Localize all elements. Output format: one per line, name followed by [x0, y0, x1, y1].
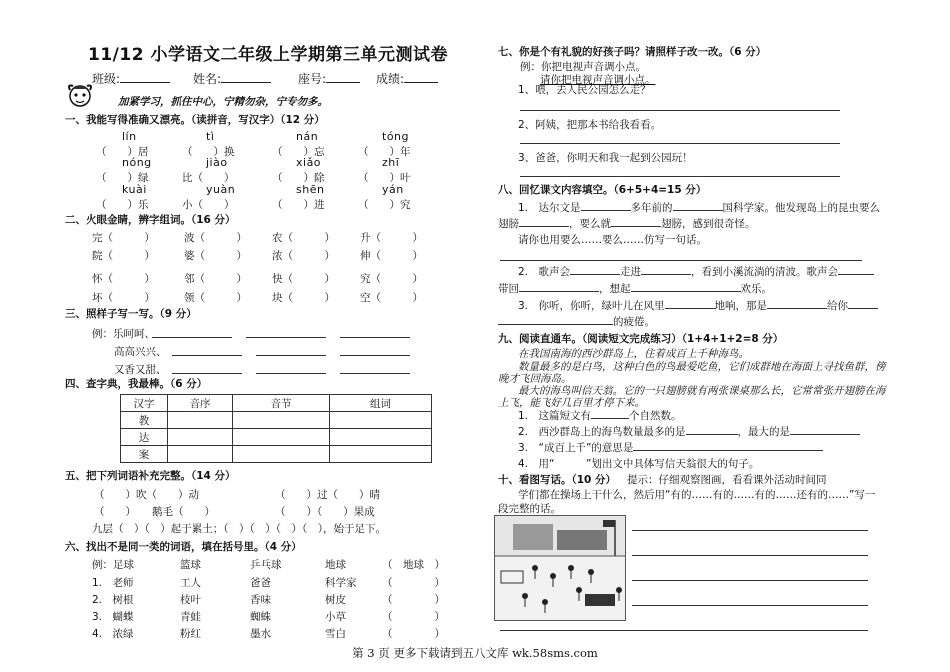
answer-blank: （ 地球 ）	[382, 559, 445, 571]
word-blank[interactable]: 婆（ ）	[184, 250, 247, 262]
pinyin-label: lín	[122, 130, 137, 143]
s5-row2-b: 鹅毛（ ）	[152, 506, 215, 518]
s8-line-5	[498, 281, 772, 296]
answer-blank[interactable]: （ ）	[382, 594, 445, 606]
word-blank[interactable]: 快（ ）	[272, 273, 335, 285]
s7-item-3: 3、爸爸，你明天和我一起到公园玩！	[518, 152, 693, 164]
s7-answer-line-3[interactable]	[520, 176, 840, 177]
pinyin-label: xiǎo	[296, 156, 322, 169]
word-blank[interactable]: 块（ ）	[272, 292, 335, 304]
pinyin-label: nóng	[122, 156, 152, 169]
char-blank[interactable]: 比（ ）	[182, 172, 235, 184]
word-cell: 雪白	[325, 628, 346, 640]
s10-hint: 提示：仔细观察图画，看看课外活动时间同	[627, 474, 827, 486]
flag-icon	[603, 520, 615, 527]
s10-answer-line[interactable]	[632, 580, 868, 581]
word-cell: 科学家	[325, 577, 357, 589]
table-char: 达	[121, 429, 168, 446]
s9-q3	[518, 440, 823, 455]
s9-q4: 4. 用“ ”划出文中具体写信天翁很大的句子。	[518, 458, 760, 470]
table-cell[interactable]	[330, 429, 432, 446]
word-cell: 枝叶	[180, 594, 201, 606]
word-cell: 香味	[250, 594, 271, 606]
char-blank[interactable]: （ ）换	[182, 146, 235, 158]
table-cell[interactable]	[168, 412, 233, 429]
table-header-row	[121, 395, 432, 412]
dictionary-table	[120, 394, 432, 463]
s9-text: ，最大的是	[737, 426, 791, 438]
s9-text: 个自然数。	[629, 410, 682, 422]
s10-answer-line[interactable]	[632, 605, 868, 606]
s8-text: 1. 达尔文是	[518, 202, 581, 214]
word-cell: 篮球	[180, 559, 201, 571]
col-header: 音节	[233, 395, 330, 412]
word-blank[interactable]: 伸（ ）	[360, 250, 423, 262]
s8-text: ，想起	[599, 283, 631, 295]
s10-answer-line[interactable]	[632, 555, 868, 556]
char-blank[interactable]: （ ）乐	[96, 199, 149, 211]
table-shape	[501, 571, 523, 583]
s10-answer-line[interactable]	[500, 630, 868, 631]
table-cell[interactable]	[168, 446, 233, 463]
s5-row1-a: （ ）吹（ ）动	[94, 489, 199, 501]
s5-heading: 五、把下列词语补充完整。（14 分）	[65, 470, 236, 482]
char-blank[interactable]: （ ）忘	[272, 146, 325, 158]
char-blank[interactable]: （ ）除	[272, 172, 325, 184]
word-cell: 1. 老师	[92, 577, 134, 589]
s9-blank[interactable]	[790, 424, 860, 435]
table-cell[interactable]	[330, 412, 432, 429]
s8-line-7	[498, 314, 655, 329]
playground-picture	[494, 515, 626, 621]
word-blank[interactable]: 完（ ）	[92, 232, 155, 244]
s3-item-2: 又香又甜、	[114, 364, 167, 376]
s8-text: 走进	[620, 266, 642, 278]
word-cell: 工人	[180, 577, 201, 589]
word-blank[interactable]: 波（ ）	[184, 232, 247, 244]
s4-heading: 四、查字典，我最棒。（6 分）	[65, 378, 208, 390]
pinyin-label: tóng	[382, 130, 409, 143]
s3-example-label: 例：乐呵呵、	[92, 328, 155, 340]
char-blank[interactable]: （ ）究	[358, 199, 411, 211]
s6-heading: 六、找出不是同一类的词语，填在括号里。（4 分）	[65, 541, 302, 553]
cartoon-goat-icon	[65, 80, 95, 110]
s9-q2	[518, 424, 860, 439]
s8-text: 多年前的	[630, 202, 673, 214]
s8-text: 翅膀，感到很奇怪。	[661, 218, 756, 230]
s9-text: 3. “成百上千”的意思是	[518, 442, 634, 454]
s8-line-4	[518, 264, 874, 279]
s9-blank[interactable]	[591, 408, 629, 419]
s8-line-3: 请你也用要么……要么……仿写一句话。	[518, 234, 707, 246]
word-cell: 乒乓球	[250, 559, 282, 571]
pinyin-label: zhī	[382, 156, 400, 169]
s9-passage-line: 在我国南海的西沙群岛上，住着成百上千种海鸟。	[518, 348, 749, 360]
pinyin-label: kuài	[122, 183, 147, 196]
word-blank[interactable]: 邻（ ）	[184, 273, 247, 285]
s8-text: 翅膀	[498, 218, 519, 230]
s8-text: 带回	[498, 283, 519, 295]
page-footer: 第 3 页 更多下载请到五八文库 wk.58sms.com	[352, 646, 598, 660]
score-blank[interactable]	[404, 71, 438, 83]
s8-text: 3. 你听，你听，绿叶儿在风里	[518, 300, 665, 312]
s9-passage-line: 最大的海鸟叫信天翁。它的一只翅膀就有两张课桌那么长，它常常张开翅膀在海	[518, 385, 886, 397]
answer-blank[interactable]: （ ）	[382, 628, 445, 640]
s8-blank[interactable]	[581, 200, 631, 211]
word-cell: 蜘蛛	[250, 611, 271, 623]
s8-text: 2. 歌声会	[518, 266, 571, 278]
s5-row1-b: （ ）过（ ）晴	[275, 489, 380, 501]
table-cell[interactable]	[330, 446, 432, 463]
building-shape	[557, 530, 607, 550]
s9-text: 1. 这篇短文有	[518, 410, 592, 422]
name-label: 姓名:	[193, 72, 222, 86]
s8-blank[interactable]	[570, 264, 620, 275]
pingpong-table	[585, 594, 615, 606]
table-row	[121, 412, 432, 429]
answer-blank[interactable]: （ ）	[382, 611, 445, 623]
s8-text: 欢乐。	[740, 283, 772, 295]
s1-heading: 一、我能写得准确又漂亮。（读拼音，写汉字）（12 分）	[65, 114, 325, 126]
word-cell: 例：足球	[92, 559, 134, 571]
col-header: 汉字	[121, 395, 168, 412]
s8-blank[interactable]	[838, 264, 874, 275]
s3-heading: 三、照样子写一写。（9 分）	[65, 308, 197, 320]
word-blank[interactable]: 领（ ）	[184, 292, 247, 304]
s8-blank[interactable]	[519, 216, 569, 227]
name-blank[interactable]	[221, 71, 271, 83]
char-blank[interactable]: （ ）绿	[96, 172, 149, 184]
char-blank[interactable]: 小（ ）	[182, 199, 235, 211]
s5-row2-c: （ ）（ ）果成	[275, 506, 375, 518]
s8-text: 的疲倦。	[613, 316, 655, 328]
answer-blank[interactable]: （ ）	[382, 577, 445, 589]
s5-row2-a: （ ）	[94, 506, 136, 518]
s9-passage-line: 数量最多的是白鸟，这种白色的鸟最爱吃鱼，它们成群地在海面上寻找鱼群，傍	[518, 361, 886, 373]
s10-answer-line[interactable]	[632, 530, 868, 531]
class-blank[interactable]	[120, 71, 170, 83]
s7-example-1: 例：你把电视声音调小点。	[520, 61, 646, 73]
pinyin-label: yán	[382, 183, 404, 196]
word-blank[interactable]: 农（ ）	[272, 232, 335, 244]
s9-passage-line: 上飞，能飞好几百里才停下来。	[498, 397, 645, 409]
s5-row3: 九层（ ）（ ）起于累土；（ ）（ ）（ ）（ ），始于足下。	[92, 523, 386, 535]
s8-blank[interactable]	[673, 200, 723, 211]
word-blank[interactable]: 浓（ ）	[272, 250, 335, 262]
word-blank[interactable]: 升（ ）	[360, 232, 423, 244]
building-shape	[513, 524, 553, 550]
pinyin-label: jiào	[206, 156, 228, 169]
s10-line-3: 段完整的话。	[498, 503, 561, 515]
s8-blank[interactable]	[848, 298, 878, 309]
s3-example	[92, 326, 155, 341]
word-cell: 青蛙	[180, 611, 201, 623]
s8-answer-line[interactable]	[500, 260, 862, 261]
s8-blank[interactable]	[631, 281, 741, 292]
s8-text: 国科学家。他发现岛上的昆虫要么	[722, 202, 881, 214]
table-row	[121, 429, 432, 446]
word-cell: 4. 浓绿	[92, 628, 134, 640]
col-header: 组词	[330, 395, 432, 412]
char-blank[interactable]: （ ）年	[358, 146, 411, 158]
pinyin-label: tì	[206, 130, 215, 143]
s8-text: ，看到小溪流淌的清波。歌声会	[691, 266, 839, 278]
word-blank[interactable]: 怀（ ）	[92, 273, 155, 285]
seat-label: 座号:	[298, 72, 327, 86]
score-label: 成绩:	[376, 72, 405, 86]
s8-blank[interactable]	[665, 298, 715, 309]
s8-blank[interactable]	[611, 216, 661, 227]
s8-line-1	[518, 200, 880, 215]
s10-line-2: 学们都在操场上干什么，然后用“有的……有的……有的……还有的……”写一	[518, 489, 876, 501]
s9-heading: 九、阅读直通车。（阅读短文完成练习）（1+4+1+2=8 分）	[498, 333, 784, 345]
name-field	[193, 70, 271, 87]
s8-blank[interactable]	[641, 264, 691, 275]
col-header: 音序	[168, 395, 233, 412]
s7-answer-line-2[interactable]	[520, 143, 840, 144]
s7-heading: 七、你是个有礼貌的好孩子吗？请照样子改一改。（6 分）	[498, 46, 767, 58]
s8-line-6	[518, 298, 878, 313]
word-blank[interactable]: 坏（ ）	[92, 292, 155, 304]
table-char: 教	[121, 412, 168, 429]
s8-blank[interactable]	[498, 314, 613, 325]
s2-heading: 二、火眼金睛，辨字组词。（16 分）	[65, 214, 236, 226]
word-cell: 粉红	[180, 628, 201, 640]
s8-blank[interactable]	[519, 281, 599, 292]
table-char: 案	[121, 446, 168, 463]
seat-field	[298, 70, 360, 87]
page-title: 11/12 小学语文二年级上学期第三单元测试卷	[88, 45, 448, 65]
word-cell: 墨水	[250, 628, 271, 640]
pinyin-label: nán	[296, 130, 319, 143]
class-field	[92, 70, 170, 87]
s7-example-2: 请你把电视声音调小点。	[540, 74, 656, 86]
word-cell: 地球	[325, 559, 346, 571]
s9-blank[interactable]	[686, 424, 738, 435]
motto: 加紧学习，抓住中心，宁精勿杂，宁专勿多。	[118, 96, 328, 108]
s7-answer-line-1[interactable]	[520, 110, 840, 111]
s8-text: 地响，那是	[714, 300, 768, 312]
seat-blank[interactable]	[326, 71, 360, 83]
s3-item-1: 高高兴兴、	[114, 346, 167, 358]
word-cell: 爸爸	[250, 577, 271, 589]
word-cell: 2. 树根	[92, 594, 134, 606]
s8-text: ，要么就	[569, 218, 611, 230]
playground-illustration	[495, 516, 625, 620]
s9-q1	[518, 408, 682, 423]
s9-text: 2. 西沙群岛上的海鸟数量最多的是	[518, 426, 686, 438]
word-blank[interactable]: 院（ ）	[92, 250, 155, 262]
pinyin-label: shēn	[296, 183, 325, 196]
word-cell: 3. 蝴蝶	[92, 611, 134, 623]
s8-text: 给你	[827, 300, 849, 312]
s7-item-2: 2、阿姨，把那本书给我看看。	[518, 119, 662, 131]
table-row	[121, 446, 432, 463]
char-blank[interactable]: （ ）进	[272, 199, 325, 211]
pinyin-label: yuàn	[206, 183, 236, 196]
s9-passage-line: 晚才飞回海岛。	[498, 373, 572, 385]
score-field	[376, 70, 438, 87]
char-blank[interactable]: （ ）居	[96, 146, 149, 158]
s8-blank[interactable]	[767, 298, 827, 309]
class-label: 班级:	[92, 72, 121, 86]
table-cell[interactable]	[233, 429, 330, 446]
word-blank[interactable]: 究（ ）	[360, 273, 423, 285]
word-cell: 小草	[325, 611, 346, 623]
s7-item-1: 1、喂，去人民公园怎么走？	[518, 84, 651, 96]
char-blank[interactable]: （ ）叶	[358, 172, 411, 184]
s9-blank[interactable]	[633, 440, 823, 451]
s8-line-2	[498, 216, 756, 231]
s10-heading: 十、看图写话。（10 分）	[498, 474, 617, 486]
table-cell[interactable]	[233, 412, 330, 429]
table-cell[interactable]	[168, 429, 233, 446]
word-cell: 树皮	[325, 594, 346, 606]
s8-heading: 八、回忆课文内容填空。（6+5+4=15 分）	[498, 184, 707, 196]
table-cell[interactable]	[233, 446, 330, 463]
word-blank[interactable]: 空（ ）	[360, 292, 423, 304]
